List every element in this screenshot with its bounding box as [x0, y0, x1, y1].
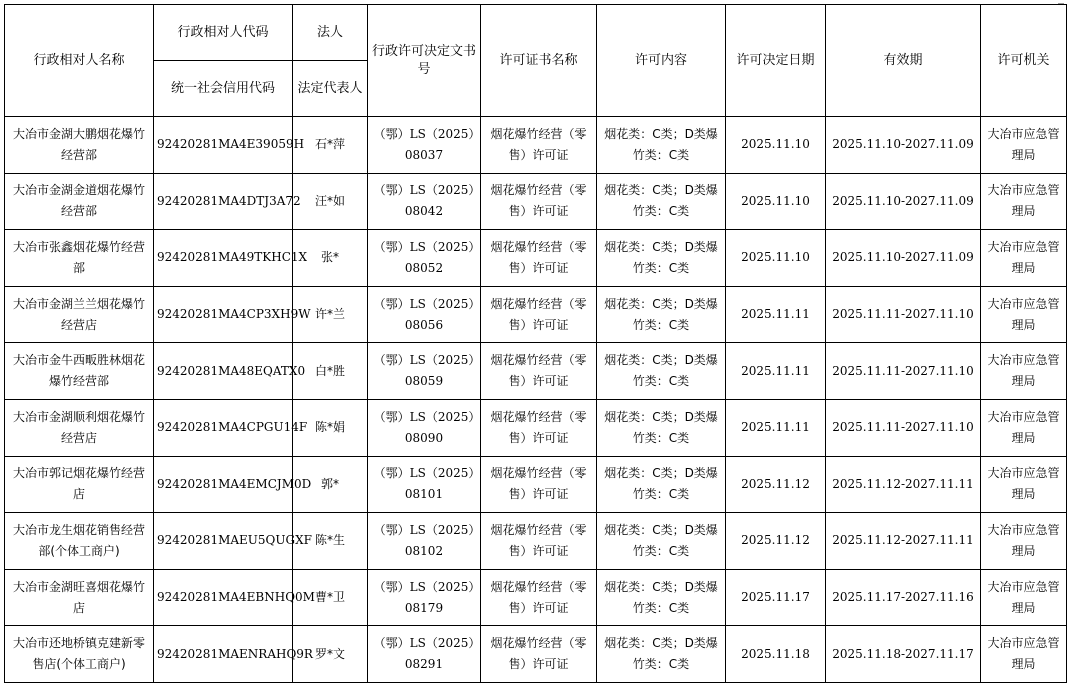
- cell-license-name: 烟花爆竹经营（零售）许可证: [481, 456, 597, 513]
- cell-license-name: 烟花爆竹经营（零售）许可证: [481, 286, 597, 343]
- cell-legal-rep: 石*萍: [293, 117, 368, 174]
- cell-credit-code: 92420281MA4DTJ3A72: [154, 173, 293, 230]
- cell-license-name: 烟花爆竹经营（零售）许可证: [481, 513, 597, 570]
- cell-content: 烟花类：C类；D类爆竹类：C类: [597, 569, 726, 626]
- cell-name: 大冶市金湖顺利烟花爆竹经营店: [5, 399, 154, 456]
- cell-date: 2025.11.11: [726, 399, 826, 456]
- cell-decision-no: （鄂）LS（2025）08101: [368, 456, 481, 513]
- cell-license-name: 烟花爆竹经营（零售）许可证: [481, 399, 597, 456]
- cell-legal-rep: 白*胜: [293, 343, 368, 400]
- cell-validity: 2025.11.10-2027.11.09: [826, 230, 981, 287]
- cell-decision-no: （鄂）LS（2025）08291: [368, 626, 481, 683]
- table-row: [5, 230, 1067, 287]
- cell-decision-no: （鄂）LS（2025）08179: [368, 569, 481, 626]
- cell-content: 烟花类：C类；D类爆竹类：C类: [597, 117, 726, 174]
- cell-authority: 大冶市应急管理局: [981, 173, 1067, 230]
- cell-validity: 2025.11.11-2027.11.10: [826, 343, 981, 400]
- cell-date: 2025.11.18: [726, 626, 826, 683]
- cell-legal-rep: 陈*生: [293, 513, 368, 570]
- header-legal-rep: 法定代表人: [293, 61, 368, 117]
- table-row: [5, 456, 1067, 513]
- cell-validity: 2025.11.10-2027.11.09: [826, 117, 981, 174]
- cell-legal-rep: 曹*卫: [293, 569, 368, 626]
- cell-content: 烟花类：C类；D类爆竹类：C类: [597, 626, 726, 683]
- header-date: 许可决定日期: [726, 5, 826, 117]
- table-row: [5, 286, 1067, 343]
- cell-content: 烟花类：C类；D类爆竹类：C类: [597, 286, 726, 343]
- header-validity: 有效期: [826, 5, 981, 117]
- cell-date: 2025.11.10: [726, 173, 826, 230]
- table-row: [5, 569, 1067, 626]
- cell-credit-code: 92420281MA4E39059H: [154, 117, 293, 174]
- cell-license-name: 烟花爆竹经营（零售）许可证: [481, 626, 597, 683]
- cell-validity: 2025.11.11-2027.11.10: [826, 286, 981, 343]
- cell-credit-code: 92420281MAEU5QUGXF: [154, 513, 293, 570]
- cell-content: 烟花类：C类；D类爆竹类：C类: [597, 513, 726, 570]
- cell-authority: 大冶市应急管理局: [981, 230, 1067, 287]
- cell-decision-no: （鄂）LS（2025）08090: [368, 399, 481, 456]
- cell-authority: 大冶市应急管理局: [981, 626, 1067, 683]
- cell-legal-rep: 陈*娟: [293, 399, 368, 456]
- cell-credit-code: 92420281MA4EBNHQ0M: [154, 569, 293, 626]
- cell-license-name: 烟花爆竹经营（零售）许可证: [481, 569, 597, 626]
- cell-credit-code: 92420281MA4CPGU14F: [154, 399, 293, 456]
- cell-legal-rep: 罗*文: [293, 626, 368, 683]
- header-row-1: [5, 5, 1067, 61]
- header-authority: 许可机关: [981, 5, 1067, 117]
- table-row: [5, 513, 1067, 570]
- table-row: [5, 117, 1067, 174]
- cell-legal-rep: 郭*: [293, 456, 368, 513]
- cell-authority: 大冶市应急管理局: [981, 513, 1067, 570]
- cell-authority: 大冶市应急管理局: [981, 569, 1067, 626]
- table-row: [5, 399, 1067, 456]
- cell-date: 2025.11.11: [726, 343, 826, 400]
- table-row: [5, 173, 1067, 230]
- header-name: 行政相对人名称: [5, 5, 154, 117]
- cell-validity: 2025.11.12-2027.11.11: [826, 456, 981, 513]
- table-row: [5, 343, 1067, 400]
- cell-name: 大冶市金湖旺喜烟花爆竹店: [5, 569, 154, 626]
- header-license-name: 许可证书名称: [481, 5, 597, 117]
- cell-license-name: 烟花爆竹经营（零售）许可证: [481, 173, 597, 230]
- cell-name: 大冶市金湖金道烟花爆竹经营部: [5, 173, 154, 230]
- header-legal: 法人: [293, 5, 368, 61]
- cell-validity: 2025.11.17-2027.11.16: [826, 569, 981, 626]
- license-table: [4, 4, 1067, 683]
- cell-legal-rep: 许*兰: [293, 286, 368, 343]
- cell-name: 大冶市金湖兰兰烟花爆竹经营店: [5, 286, 154, 343]
- cell-decision-no: （鄂）LS（2025）08037: [368, 117, 481, 174]
- cell-authority: 大冶市应急管理局: [981, 117, 1067, 174]
- cell-license-name: 烟花爆竹经营（零售）许可证: [481, 230, 597, 287]
- cell-legal-rep: 汪*如: [293, 173, 368, 230]
- cell-validity: 2025.11.10-2027.11.09: [826, 173, 981, 230]
- cell-decision-no: （鄂）LS（2025）08102: [368, 513, 481, 570]
- cell-decision-no: （鄂）LS（2025）08056: [368, 286, 481, 343]
- cell-name: 大冶市张鑫烟花爆竹经营部: [5, 230, 154, 287]
- cell-license-name: 烟花爆竹经营（零售）许可证: [481, 117, 597, 174]
- cell-credit-code: 92420281MA4EMCJM0D: [154, 456, 293, 513]
- cell-license-name: 烟花爆竹经营（零售）许可证: [481, 343, 597, 400]
- cell-date: 2025.11.12: [726, 456, 826, 513]
- cell-content: 烟花类：C类；D类爆竹类：C类: [597, 399, 726, 456]
- cell-authority: 大冶市应急管理局: [981, 343, 1067, 400]
- header-code: 行政相对人代码: [154, 5, 293, 61]
- cell-decision-no: （鄂）LS（2025）08042: [368, 173, 481, 230]
- cell-name: 大冶市金湖大鹏烟花爆竹经营部: [5, 117, 154, 174]
- cell-legal-rep: 张*: [293, 230, 368, 287]
- cell-validity: 2025.11.11-2027.11.10: [826, 399, 981, 456]
- cell-content: 烟花类：C类；D类爆竹类：C类: [597, 456, 726, 513]
- cell-content: 烟花类：C类；D类爆竹类：C类: [597, 173, 726, 230]
- cell-authority: 大冶市应急管理局: [981, 399, 1067, 456]
- cell-name: 大冶市郭记烟花爆竹经营店: [5, 456, 154, 513]
- cell-content: 烟花类：C类；D类爆竹类：C类: [597, 230, 726, 287]
- cell-date: 2025.11.11: [726, 286, 826, 343]
- cell-name: 大冶市龙生烟花销售经营部(个体工商户): [5, 513, 154, 570]
- table-body: [5, 117, 1067, 683]
- cell-content: 烟花类：C类；D类爆竹类：C类: [597, 343, 726, 400]
- cell-decision-no: （鄂）LS（2025）08052: [368, 230, 481, 287]
- cell-date: 2025.11.12: [726, 513, 826, 570]
- table-row: [5, 626, 1067, 683]
- header-decision-no: 行政许可决定文书号: [368, 5, 481, 117]
- cell-validity: 2025.11.18-2027.11.17: [826, 626, 981, 683]
- header-credit-code: 统一社会信用代码: [154, 61, 293, 117]
- header-content: 许可内容: [597, 5, 726, 117]
- cell-date: 2025.11.10: [726, 230, 826, 287]
- cell-date: 2025.11.17: [726, 569, 826, 626]
- cell-decision-no: （鄂）LS（2025）08059: [368, 343, 481, 400]
- cell-validity: 2025.11.12-2027.11.11: [826, 513, 981, 570]
- cell-date: 2025.11.10: [726, 117, 826, 174]
- cell-name: 大冶市还地桥镇克建新零售店(个体工商户): [5, 626, 154, 683]
- cell-name: 大冶市金牛西畈胜林烟花爆竹经营部: [5, 343, 154, 400]
- cell-credit-code: 92420281MA4CP3XH9W: [154, 286, 293, 343]
- cell-authority: 大冶市应急管理局: [981, 456, 1067, 513]
- cell-credit-code: 92420281MA48EQATX0: [154, 343, 293, 400]
- cell-credit-code: 92420281MA49TKHC1X: [154, 230, 293, 287]
- cell-credit-code: 92420281MAENRAHQ9R: [154, 626, 293, 683]
- cell-authority: 大冶市应急管理局: [981, 286, 1067, 343]
